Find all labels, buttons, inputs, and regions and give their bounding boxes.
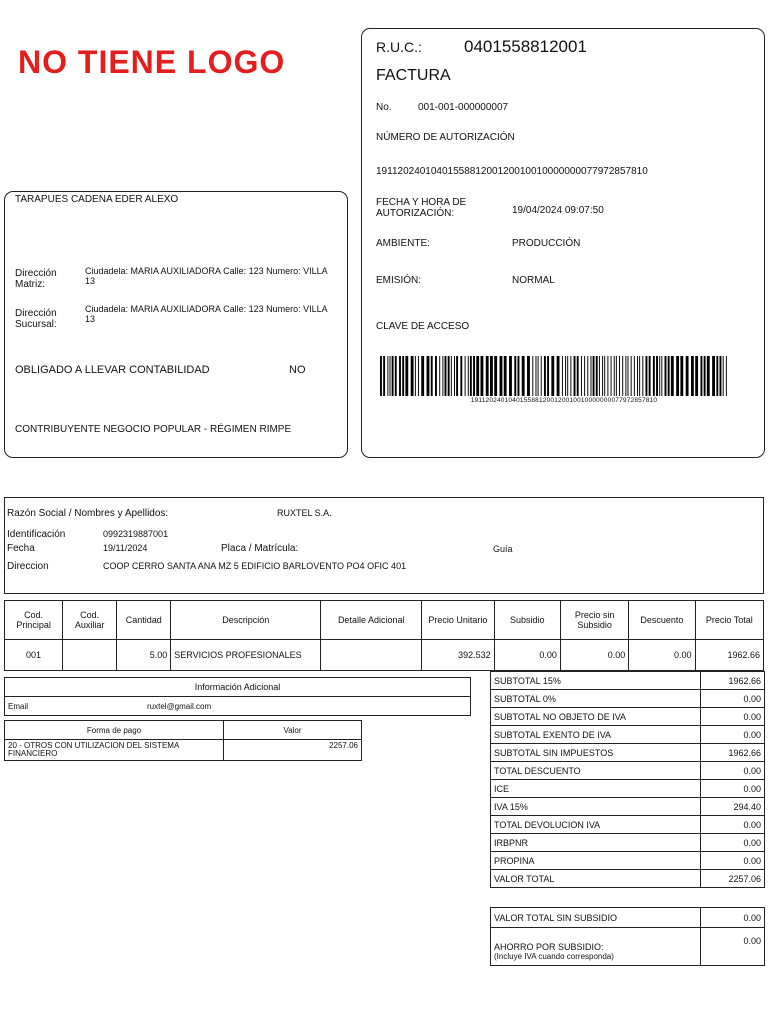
email-value: ruxtel@gmail.com <box>131 697 471 716</box>
barcode-bar <box>611 356 612 396</box>
totals-label: SUBTOTAL SIN IMPUESTOS <box>491 744 701 762</box>
cell-precio-sin-subsidio: 0.00 <box>560 640 628 671</box>
barcode-bar <box>387 356 388 396</box>
barcode-bar <box>665 356 667 396</box>
totals-value: 2257.06 <box>701 870 765 888</box>
barcode-bar <box>625 356 626 396</box>
invoice-number: 001-001-000000007 <box>418 102 509 113</box>
subsidy-savings-row <box>491 928 765 966</box>
payment-method-header: Forma de pago <box>5 721 224 740</box>
barcode-bar <box>527 356 530 396</box>
totals-value: 0.00 <box>701 780 765 798</box>
barcode-bar <box>581 356 582 396</box>
authorization-label: NÚMERO DE AUTORIZACIÓN <box>376 132 515 143</box>
barcode-bar <box>653 356 655 396</box>
logo-placeholder: NO TIENE LOGO <box>18 44 286 80</box>
barcode-bar <box>707 356 710 396</box>
emission-label: EMISIÓN: <box>376 275 422 286</box>
barcode-bar <box>439 356 440 396</box>
col-detalle: Detalle Adicional <box>321 601 422 640</box>
cell-cod-auxiliar <box>63 640 117 671</box>
plate-label: Placa / Matrícula: <box>221 543 299 554</box>
barcode-bar <box>399 356 401 396</box>
barcode-bar <box>628 356 629 396</box>
barcode-bar <box>567 356 568 396</box>
col-cod-auxiliar: Cod. Auxiliar <box>63 601 117 640</box>
barcode-bar <box>704 356 706 396</box>
barcode-bar <box>637 356 638 396</box>
barcode-bar <box>695 356 698 396</box>
totals-row <box>491 726 765 744</box>
barcode-bar <box>509 356 512 396</box>
totals-value: 0.00 <box>701 690 765 708</box>
barcode-bar <box>716 356 718 396</box>
barcode-bar <box>671 356 674 396</box>
access-key-label: CLAVE DE ACCESO <box>376 321 470 332</box>
barcode-bar <box>494 356 497 396</box>
barcode-bar <box>380 356 382 396</box>
sucursal-label: Dirección Sucursal: <box>15 308 57 330</box>
ruc-value: 0401558812001 <box>464 37 587 56</box>
totals-row <box>491 816 765 834</box>
barcode-bar <box>634 356 635 396</box>
barcode-bar <box>642 356 643 396</box>
matriz-label: Dirección Matriz: <box>15 268 57 290</box>
barcode-bar <box>532 356 533 396</box>
razon-social-value: RUXTEL S.A. <box>277 508 332 518</box>
totals-label: TOTAL DEVOLUCION IVA <box>491 816 701 834</box>
items-header-row <box>5 601 764 640</box>
barcode-bar <box>668 356 670 396</box>
barcode-bar <box>726 356 727 396</box>
barcode-bar <box>574 356 576 396</box>
totals-table <box>490 671 765 888</box>
barcode-bar <box>490 356 493 396</box>
totals-row <box>491 834 765 852</box>
totals-label: ICE <box>491 780 701 798</box>
cell-descripcion: SERVICIOS PROFESIONALES <box>171 640 321 671</box>
barcode-bar <box>486 356 489 396</box>
barcode-bar <box>522 356 525 396</box>
col-subsidio: Subsidio <box>494 601 560 640</box>
barcode-bar <box>593 356 595 396</box>
barcode-bar <box>411 356 414 396</box>
barcode-bar <box>454 356 455 396</box>
barcode-bar <box>460 356 462 396</box>
barcode-bar <box>473 356 475 396</box>
barcode-bar <box>602 356 603 396</box>
totals-row <box>491 762 765 780</box>
auth-date-label: FECHA Y HORA DE AUTORIZACIÓN: <box>376 197 467 219</box>
subsidy-table <box>490 907 765 966</box>
date-value: 19/11/2024 <box>103 543 148 553</box>
barcode-bar <box>659 356 660 396</box>
barcode-bar <box>723 356 724 396</box>
barcode-bar <box>676 356 679 396</box>
barcode-bar <box>514 356 516 396</box>
totals-label: SUBTOTAL 0% <box>491 690 701 708</box>
barcode-bar <box>649 356 651 396</box>
additional-info-title: Información Adicional <box>5 678 471 697</box>
barcode-bar <box>587 356 588 396</box>
emission-value: NORMAL <box>512 275 555 286</box>
invoice-number-label: No. <box>376 102 392 113</box>
barcode-bar <box>427 356 430 396</box>
barcode-bar <box>392 356 394 396</box>
regimen-text: CONTRIBUYENTE NEGOCIO POPULAR - RÉGIMEN RIMPE <box>15 424 292 435</box>
totals-value: 0.00 <box>701 726 765 744</box>
totals-value: 0.00 <box>701 852 765 870</box>
col-precio-total: Precio Total <box>695 601 763 640</box>
totals-row <box>491 672 765 690</box>
totals-row <box>491 690 765 708</box>
barcode-bar <box>470 356 472 396</box>
client-box <box>4 497 764 594</box>
barcode-bar <box>451 356 452 396</box>
col-cod-principal: Cod. Principal <box>5 601 63 640</box>
auth-date-value: 19/04/2024 09:07:50 <box>512 205 604 216</box>
barcode-image <box>380 356 728 396</box>
environment-label: AMBIENTE: <box>376 238 430 249</box>
barcode-bar <box>500 356 503 396</box>
address-label: Direccion <box>7 561 49 572</box>
barcode-bar <box>395 356 397 396</box>
barcode-bar <box>435 356 437 396</box>
barcode-bar <box>604 356 605 396</box>
razon-social-label: Razón Social / Nombres y Apellidos: <box>7 508 169 519</box>
barcode-bar <box>547 356 549 396</box>
cell-precio-unitario: 392.532 <box>422 640 494 671</box>
contabilidad-label: OBLIGADO A LLEVAR CONTABILIDAD <box>15 364 210 376</box>
date-label: Fecha <box>7 543 35 554</box>
barcode-bar <box>421 356 424 396</box>
totals-value: 0.00 <box>701 762 765 780</box>
barcode-bar <box>614 356 615 396</box>
barcode-bar <box>622 356 623 396</box>
totals-row <box>491 744 765 762</box>
barcode-bar <box>599 356 600 396</box>
col-cantidad: Cantidad <box>117 601 171 640</box>
barcode-bar <box>565 356 566 396</box>
barcode-bar <box>405 356 408 396</box>
barcode-bar <box>570 356 571 396</box>
totals-row <box>491 798 765 816</box>
barcode-number: 1911202401040155881200120010010000000077972857810 <box>470 397 658 404</box>
sucursal-address: Ciudadela: MARIA AUXILIADORA Calle: 123 Numero: VILLA 13 <box>85 304 328 324</box>
subsidy-total-value: 0.00 <box>701 908 765 928</box>
barcode-bar <box>562 356 563 396</box>
barcode-bar <box>577 356 579 396</box>
totals-label: SUBTOTAL 15% <box>491 672 701 690</box>
document-type: FACTURA <box>376 67 451 84</box>
barcode-bar <box>551 356 554 396</box>
environment-value: PRODUCCIÓN <box>512 238 581 249</box>
email-label: Email <box>5 697 132 716</box>
savings-value: 0.00 <box>701 928 765 966</box>
totals-row <box>491 780 765 798</box>
issuer-box <box>4 191 348 458</box>
barcode-bar <box>639 356 640 396</box>
barcode-bar <box>584 356 585 396</box>
barcode-bar <box>456 356 458 396</box>
cell-subsidio: 0.00 <box>494 640 560 671</box>
col-descuento: Descuento <box>629 601 695 640</box>
cell-precio-total: 1962.66 <box>695 640 763 671</box>
items-table <box>4 600 764 671</box>
barcode-bar <box>468 356 469 396</box>
guide-label: Guía <box>493 544 513 554</box>
barcode-bar <box>415 356 416 396</box>
identification-value: 0992319887001 <box>103 529 169 539</box>
totals-value: 1962.66 <box>701 672 765 690</box>
barcode-bar <box>418 356 419 396</box>
cell-descuento: 0.00 <box>629 640 695 671</box>
barcode-bar <box>596 356 598 396</box>
totals-label: VALOR TOTAL <box>491 870 701 888</box>
totals-label: SUBTOTAL EXENTO DE IVA <box>491 726 701 744</box>
payment-value-header: Valor <box>224 721 362 740</box>
barcode-bar <box>712 356 715 396</box>
barcode-bar <box>480 356 483 396</box>
barcode-bar <box>691 356 694 396</box>
col-precio-unitario: Precio Unitario <box>422 601 494 640</box>
savings-label: AHORRO POR SUBSIDIO: <box>494 942 604 952</box>
additional-info-table <box>4 677 471 716</box>
totals-row <box>491 870 765 888</box>
barcode-bar <box>402 356 404 396</box>
address-value: COOP CERRO SANTA ANA MZ 5 EDIFICIO BARLOVENTO PO4 OFIC 401 <box>103 561 407 571</box>
barcode-bar <box>476 356 479 396</box>
barcode-bar <box>383 356 385 396</box>
totals-label: IVA 15% <box>491 798 701 816</box>
barcode-bar <box>465 356 466 396</box>
barcode-bar <box>700 356 702 396</box>
barcode-bar <box>590 356 591 396</box>
totals-value: 0.00 <box>701 708 765 726</box>
barcode-bar <box>686 356 689 396</box>
subsidy-total-label: VALOR TOTAL SIN SUBSIDIO <box>491 908 701 928</box>
barcode-bar <box>631 356 632 396</box>
totals-value: 1962.66 <box>701 744 765 762</box>
totals-value: 0.00 <box>701 816 765 834</box>
totals-value: 294.40 <box>701 798 765 816</box>
subsidy-total-row <box>491 908 765 928</box>
contabilidad-value: NO <box>289 364 306 376</box>
authorization-number: 1911202401040155881200120010010000000077972857810 <box>376 166 648 177</box>
barcode-bar <box>680 356 683 396</box>
totals-row <box>491 708 765 726</box>
barcode-bar <box>656 356 658 396</box>
savings-note: (Incluye IVA cuando corresponda) <box>494 952 614 961</box>
barcode-bar <box>541 356 542 396</box>
payment-table <box>4 720 362 761</box>
totals-label: IRBPNR <box>491 834 701 852</box>
totals-label: PROPINA <box>491 852 701 870</box>
barcode-bar <box>518 356 520 396</box>
cell-detalle <box>321 640 422 671</box>
ruc-label: R.U.C.: <box>376 39 422 55</box>
barcode-bar <box>390 356 391 396</box>
col-descripcion: Descripción <box>171 601 321 640</box>
issuer-name: TARAPUES CADENA EDER ALEXO <box>15 194 179 205</box>
cell-cantidad: 5.00 <box>117 640 171 671</box>
payment-value: 2257.06 <box>224 740 362 761</box>
payment-method: 20 - OTROS CON UTILIZACION DEL SISTEMA FINANCIERO <box>5 740 224 761</box>
barcode-bar <box>431 356 433 396</box>
barcode-bar <box>504 356 507 396</box>
matriz-address: Ciudadela: MARIA AUXILIADORA Calle: 123 Numero: VILLA 13 <box>85 266 328 286</box>
barcode-bar <box>619 356 620 396</box>
totals-row <box>491 852 765 870</box>
barcode-bar <box>557 356 560 396</box>
cell-cod-principal: 001 <box>5 640 63 671</box>
col-precio-sin-subsidio: Precio sin Subsidio <box>560 601 628 640</box>
totals-label: SUBTOTAL NO OBJETO DE IVA <box>491 708 701 726</box>
totals-label: TOTAL DESCUENTO <box>491 762 701 780</box>
barcode-bar <box>538 356 539 396</box>
barcode-bar <box>607 356 608 396</box>
barcode-bar <box>645 356 647 396</box>
barcode-bar <box>445 356 447 396</box>
barcode-bar <box>535 356 536 396</box>
totals-value: 0.00 <box>701 834 765 852</box>
savings-cell <box>491 928 701 966</box>
barcode-bar <box>720 356 722 396</box>
identification-label: Identificación <box>7 529 66 540</box>
barcode-bar <box>448 356 450 396</box>
barcode-bar <box>442 356 443 396</box>
barcode-bar <box>616 356 617 396</box>
table-row <box>5 640 764 671</box>
barcode-bar <box>661 356 662 396</box>
barcode-bar <box>544 356 546 396</box>
